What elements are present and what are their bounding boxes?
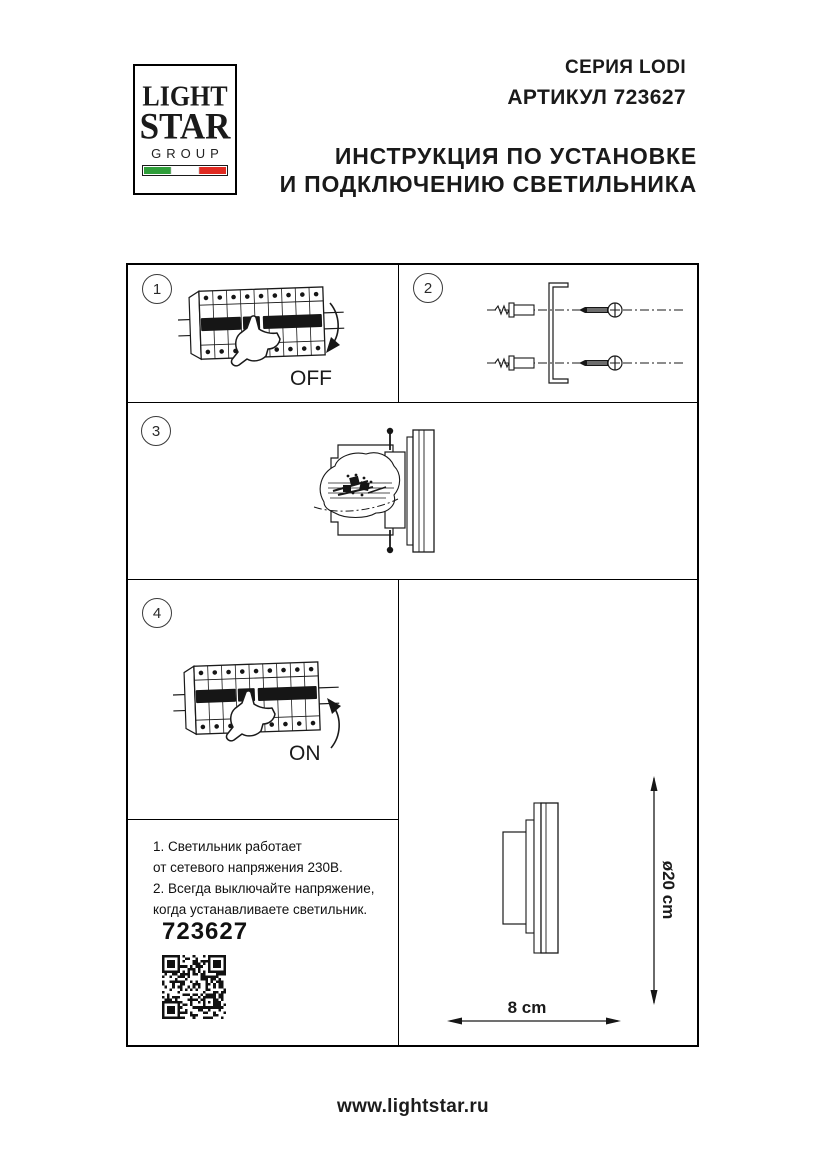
fixture-layer <box>534 803 541 953</box>
mounting-hardware-illustration <box>399 265 697 403</box>
center-lines <box>487 310 686 363</box>
mounting-screw <box>579 356 622 370</box>
step-4-panel <box>128 580 399 820</box>
fixture-back-layer <box>407 437 413 545</box>
italian-flag-bar <box>142 165 228 176</box>
notes-panel <box>128 820 399 1045</box>
logo-word-star: STAR <box>139 106 231 147</box>
article-title: АРТИКУЛ 723627 <box>507 86 686 109</box>
step-1-number <box>142 274 172 304</box>
circuit-breaker-on-illustration <box>173 652 348 774</box>
fixture-mounting-illustration <box>128 403 697 580</box>
note-line: 2. Всегда выключайте напряжение, <box>153 881 375 896</box>
logo-word-light: LIGHT <box>142 80 228 113</box>
fixture-wall-plate <box>503 832 527 924</box>
step-4-number-label: 4 <box>152 604 162 622</box>
lightstar-logo <box>133 64 237 195</box>
series-title: СЕРИЯ LODI <box>564 57 686 78</box>
instruction-grid <box>126 263 699 1047</box>
dimensions-panel <box>399 580 697 1045</box>
page-title-line2: И ПОДКЛЮЧЕНИЮ СВЕТИЛЬНИКА <box>279 171 697 197</box>
website-url: www.lightstar.ru <box>337 1096 489 1117</box>
mounting-bracket <box>549 283 568 383</box>
diameter-label: ø20 cm <box>659 860 678 920</box>
arrow-down-head-icon <box>326 337 340 353</box>
fixture-dimensions-illustration <box>399 580 697 1045</box>
article-number: 723627 <box>162 918 249 945</box>
note-line: от сетевого напряжения 230В. <box>153 860 343 875</box>
width-label: 8 cm <box>507 998 547 1017</box>
fixture-body <box>413 430 434 552</box>
flag-red-segment <box>199 167 226 174</box>
safety-notes <box>153 836 374 920</box>
flag-green-segment <box>144 167 171 174</box>
qr-code <box>162 955 226 1019</box>
step-2-number-label: 2 <box>423 279 433 297</box>
qr-code-icon <box>162 955 226 1019</box>
circuit-breaker-off-illustration <box>178 277 348 399</box>
note-line: 1. Светильник работает <box>153 839 302 854</box>
on-label: ON <box>289 742 321 765</box>
step-3-number-label: 3 <box>151 422 161 440</box>
arrow-up-head-icon <box>327 698 341 714</box>
vertical-dimension-arrow <box>651 776 658 1005</box>
step-3-panel <box>128 403 697 580</box>
logo-word-group: GROUP <box>151 146 224 161</box>
step-1-number-label: 1 <box>152 280 162 298</box>
note-line: когда устанавливаете светильник. <box>153 902 368 917</box>
step-1-panel <box>128 265 399 403</box>
page-title-line1: ИНСТРУКЦИЯ ПО УСТАНОВКЕ <box>334 143 697 169</box>
fixture-front-body <box>541 803 558 953</box>
mounting-screw <box>579 303 622 317</box>
horizontal-dimension-arrow <box>447 1018 621 1025</box>
step-2-panel <box>399 265 697 403</box>
off-label: OFF <box>290 367 332 390</box>
step-4-number <box>142 598 172 628</box>
fixture-mid-layer <box>526 820 534 933</box>
